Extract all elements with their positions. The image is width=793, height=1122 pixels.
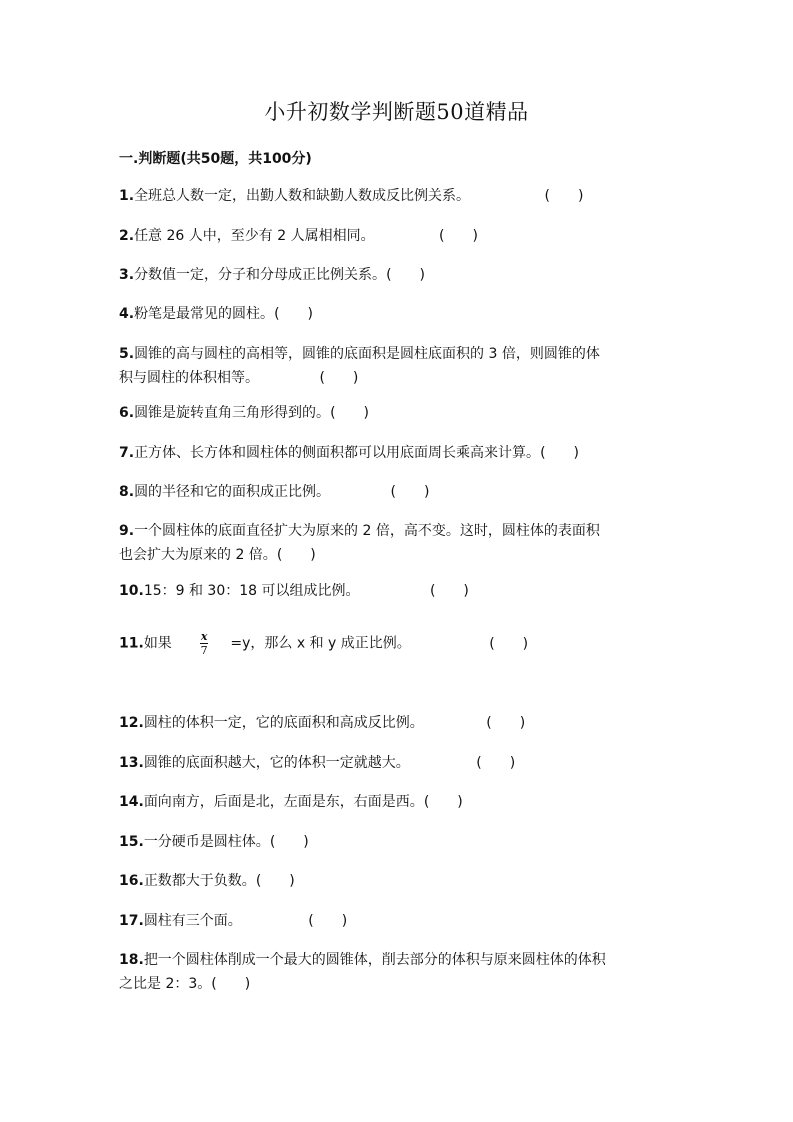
answer-blank[interactable]: ( )	[429, 583, 469, 599]
question-text-prefix: 如果	[143, 635, 172, 652]
question-14	[119, 790, 679, 814]
question-text-line2: 也会扩大为原来的 2 倍。	[119, 547, 277, 563]
question-number: 14.	[119, 794, 144, 810]
question-9	[119, 519, 679, 567]
question-text: 分数值一定，分子和分母成正比例关系。	[134, 267, 387, 283]
answer-blank[interactable]: ( )	[439, 228, 478, 244]
question-text: 粉笔是最常见的圆柱。	[134, 306, 275, 322]
answer-blank[interactable]: ( )	[544, 188, 584, 204]
question-text: 圆锥是旋转直角三角形得到的。	[134, 405, 331, 421]
fraction	[200, 630, 209, 657]
question-text-line2: 之比是 2：3。	[119, 976, 212, 992]
question-text: 任意 26 人中，至少有 2 人属相相同。	[134, 228, 375, 244]
question-number: 11.	[119, 635, 144, 652]
question-11	[119, 630, 679, 657]
question-15	[119, 830, 679, 854]
question-number: 1.	[119, 188, 135, 204]
question-6	[119, 401, 679, 425]
question-16	[119, 869, 679, 893]
question-text: 圆柱的体积一定，它的底面积和高成反比例。	[143, 715, 424, 731]
question-number: 16.	[119, 873, 144, 889]
answer-blank[interactable]: ( )	[308, 913, 348, 929]
question-text-line2: 积与圆柱的体积相等。	[119, 370, 259, 386]
question-10	[119, 579, 679, 603]
question-text: 圆锥的底面积越大，它的体积一定就越大。	[143, 755, 410, 771]
question-text-suffix: =y，那么 x 和 y 成正比例。	[230, 635, 411, 652]
question-number: 18.	[119, 952, 144, 968]
answer-blank[interactable]: ( )	[386, 267, 425, 283]
question-1	[119, 184, 679, 208]
question-number: 5.	[119, 346, 135, 362]
question-13	[119, 751, 679, 775]
question-7	[119, 441, 679, 465]
fraction-denominator: 7	[200, 644, 208, 657]
question-text-line1: 把一个圆柱体削成一个最大的圆锥体，削去部分的体积与原来圆柱体的体积	[143, 952, 606, 968]
question-text: 一分硬币是圆柱体。	[143, 834, 270, 850]
answer-blank[interactable]: ( )	[269, 834, 309, 850]
question-number: 4.	[119, 306, 135, 322]
answer-blank[interactable]: ( )	[423, 794, 463, 810]
answer-blank[interactable]: ( )	[476, 755, 516, 771]
question-text: 全班总人数一定，出勤人数和缺勤人数成反比例关系。	[134, 188, 471, 204]
question-number: 6.	[119, 405, 135, 421]
fraction-numerator: x	[200, 630, 208, 643]
question-8	[119, 480, 679, 504]
answer-blank[interactable]: ( )	[489, 635, 529, 652]
question-text: 圆柱有三个面。	[143, 913, 242, 929]
question-text-line1: 一个圆柱体的底面直径扩大为原来的 2 倍，高不变。这时，圆柱体的表面积	[134, 523, 600, 539]
question-text: 圆的半径和它的面积成正比例。	[134, 484, 331, 500]
question-number: 2.	[119, 228, 135, 244]
answer-blank[interactable]: ( )	[390, 484, 430, 500]
question-text: 正方体、长方体和圆柱体的侧面积都可以用底面周长乘高来计算。	[134, 445, 541, 461]
question-12	[119, 711, 679, 735]
answer-blank[interactable]: ( )	[255, 873, 295, 889]
question-18	[119, 948, 679, 996]
answer-blank[interactable]: ( )	[276, 547, 316, 563]
question-number: 15.	[119, 834, 144, 850]
question-17	[119, 909, 679, 933]
question-2	[119, 224, 679, 248]
answer-blank[interactable]: ( )	[540, 445, 579, 461]
question-4	[119, 302, 679, 326]
question-number: 7.	[119, 445, 135, 461]
question-number: 17.	[119, 913, 144, 929]
answer-blank[interactable]: ( )	[319, 370, 359, 386]
question-text-line1: 圆锥的高与圆柱的高相等，圆锥的底面积是圆柱底面积的 3 倍，则圆锥的体	[134, 346, 600, 362]
question-number: 12.	[119, 715, 144, 731]
section-heading: 一.判断题(共50题，共100分)	[119, 151, 312, 167]
question-text: 15：9 和 30：18 可以组成比例。	[143, 583, 360, 599]
answer-blank[interactable]: ( )	[274, 306, 313, 322]
question-5	[119, 342, 679, 390]
question-text: 正数都大于负数。	[143, 873, 256, 889]
answer-blank[interactable]: ( )	[211, 976, 251, 992]
question-number: 10.	[119, 583, 144, 599]
question-3	[119, 263, 679, 287]
document-title: 小升初数学判断题50道精品	[264, 100, 529, 124]
question-number: 8.	[119, 484, 135, 500]
answer-blank[interactable]: ( )	[486, 715, 526, 731]
answer-blank[interactable]: ( )	[330, 405, 369, 421]
question-number: 9.	[119, 523, 135, 539]
question-number: 3.	[119, 267, 135, 283]
question-number: 13.	[119, 755, 144, 771]
question-text: 面向南方，后面是北，左面是东，右面是西。	[143, 794, 424, 810]
